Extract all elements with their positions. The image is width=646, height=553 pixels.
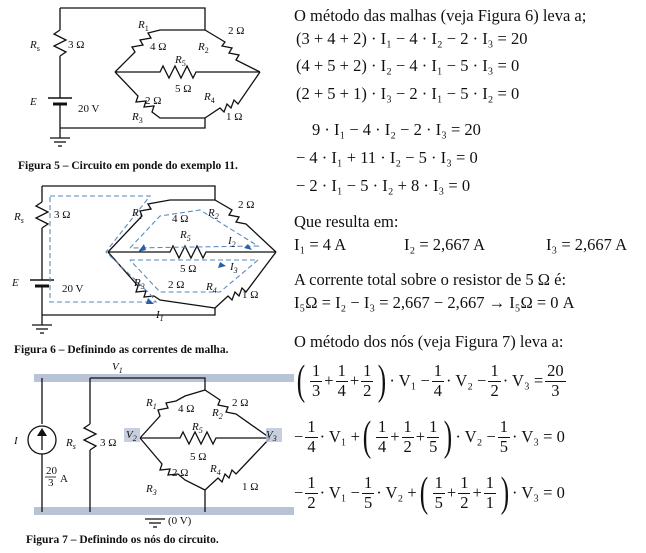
fig5-rs-resistor bbox=[54, 30, 66, 56]
fig5-e-label: E bbox=[30, 96, 37, 108]
result-intro: Que resulta em: bbox=[294, 212, 399, 231]
fig6-r3-value: 2 Ω bbox=[168, 279, 185, 291]
fig5-r4-label: $R_4$ bbox=[204, 91, 215, 105]
fig6-r1-value: 4 Ω bbox=[172, 213, 189, 225]
fig7-caption: Figura 7 – Definindo os nós do circuito. bbox=[26, 534, 219, 546]
nodal-eq-3: − $\frac{1}{2}$ · V₁ − $\frac{1}{5}$ · V₂ + ( $\frac{1}{5}$ + $\frac{1}{2}$ + $\frac{1}{1}$ ) · V₃ = 0 bbox=[294, 470, 565, 516]
nodal-intro: O método dos nós (veja Figura 7) leva a: bbox=[294, 332, 564, 351]
fig6-i3-label: $I_3$ bbox=[230, 261, 238, 275]
fig5-r2-label: $R_2$ bbox=[198, 41, 209, 55]
fig7-r5-value: 5 Ω bbox=[190, 451, 207, 463]
fig5-r1-label: $R_1$ bbox=[138, 19, 149, 33]
fig7-rs-resistor bbox=[84, 424, 96, 450]
figure-5-circuit bbox=[20, 0, 290, 160]
fig5-wire-top bbox=[60, 8, 205, 30]
figure-7-circuit bbox=[14, 361, 290, 532]
fig5-r5-value: 5 Ω bbox=[175, 83, 192, 95]
svg-text:R2: $R_2$ bbox=[212, 407, 223, 421]
fig6-r4-value: 1 Ω bbox=[242, 289, 259, 301]
fig6-caption: Figura 6 – Definindo as correntes de malha. bbox=[14, 344, 229, 356]
nodal-eq-2: − $\frac{1}{4}$ · V₁ + ( $\frac{1}{4}$ + $\frac{1}{2}$ + $\frac{1}{5}$ ) · V₂ − $\frac{1}{5}$ · V₃ = 0 bbox=[294, 414, 565, 460]
fig5-caption: Figura 5 – Circuito em ponde do exemplo 11. bbox=[18, 160, 238, 172]
fig5-e-value: 20 V bbox=[78, 103, 100, 115]
fig5-rs-value: 3 Ω bbox=[68, 39, 85, 51]
system-eq-1: 9 · I₁ − 4 · I₂ − 2 · I₃ = 20 bbox=[312, 120, 481, 139]
fig5-r3-label: $R_3$ bbox=[132, 111, 143, 125]
result-i2: I₂ = 2,667 A bbox=[404, 235, 486, 254]
fig6-r5 bbox=[108, 246, 276, 258]
svg-text:R3: $R_3$ bbox=[146, 483, 157, 497]
fig7-src-num: 20 bbox=[46, 465, 57, 477]
figure-6-circuit bbox=[12, 180, 290, 340]
fig7-r3-value: 2 Ω bbox=[172, 467, 189, 479]
nodal-eq-1: ( $\frac{1}{3}$ + $\frac{1}{4}$ + $\frac{1}{2}$ ) · V₁ − $\frac{1}{4}$ · V₂ − $\frac{1}{2}$ · V₃ = $\frac{20}{3}$ bbox=[296, 358, 564, 404]
system-eq-2: − 4 · I₁ + 11 · I₂ − 5 · I₃ = 0 bbox=[296, 148, 478, 167]
result-i1: I₁ = 4 A bbox=[294, 235, 347, 254]
fig7-ground-label: (0 V) bbox=[168, 515, 192, 527]
svg-text:Rs: $R_s$ bbox=[14, 211, 24, 225]
mesh-intro: O método das malhas (veja Figura 6) leva a; bbox=[294, 6, 587, 25]
svg-text:R5: $R_5$ bbox=[180, 229, 191, 243]
fig5-r4-value: 1 Ω bbox=[226, 111, 243, 123]
fig6-r1 bbox=[108, 200, 215, 252]
fig7-r4-value: 1 Ω bbox=[242, 481, 259, 493]
fig6-i1-label: $I_1$ bbox=[156, 309, 164, 323]
fig7-rs-value: 3 Ω bbox=[100, 437, 117, 449]
svg-text:R2: $R_2$ bbox=[208, 207, 219, 221]
svg-text:R4: $R_4$ bbox=[210, 463, 221, 477]
fig6-i2-label: $I_2$ bbox=[228, 235, 236, 249]
total-current-intro: A corrente total sobre o resistor de 5 Ω é: bbox=[294, 270, 567, 289]
svg-text:R1: $R_1$ bbox=[132, 207, 143, 221]
svg-text:R4: $R_4$ bbox=[206, 281, 217, 295]
system-eq-3: − 2 · I₁ − 5 · I₂ + 8 · I₃ = 0 bbox=[296, 176, 471, 195]
fig5-r2-value: 2 Ω bbox=[228, 25, 245, 37]
fig6-e-value: 20 V bbox=[62, 283, 84, 295]
fig7-r2-value: 2 Ω bbox=[232, 397, 249, 409]
fig5-r5 bbox=[115, 66, 260, 78]
fig6-r5-value: 5 Ω bbox=[180, 263, 197, 275]
fig5-r1-value: 4 Ω bbox=[150, 41, 167, 53]
fig5-r3-value: 2 Ω bbox=[145, 95, 162, 107]
fig7-v2-label: $V_2$ bbox=[126, 429, 137, 443]
fig6-rs-resistor bbox=[36, 202, 48, 228]
fig6-e-label: E bbox=[12, 277, 19, 289]
fig6-r2-value: 2 Ω bbox=[238, 199, 255, 211]
fig7-v3-label: $V_3$ bbox=[266, 429, 277, 443]
mesh-eq-1: (3 + 4 + 2) · I₁ − 4 · I₂ − 2 · I₃ = 20 bbox=[296, 29, 528, 48]
svg-text:R1: $R_1$ bbox=[146, 397, 157, 411]
fig5-r5-label: $R_5$ bbox=[175, 54, 186, 68]
fig7-r5 bbox=[140, 432, 270, 444]
fig6-rs-value: 3 Ω bbox=[54, 209, 71, 221]
fig7-v1-label: $V_1$ bbox=[112, 361, 123, 375]
fig6-loop-i2 bbox=[130, 210, 258, 248]
fig7-node-ground-bar bbox=[34, 507, 294, 515]
fig7-src-den: 3 bbox=[48, 477, 54, 489]
mesh-eq-3: (2 + 5 + 1) · I₃ − 2 · I₁ − 5 · I₂ = 0 bbox=[296, 84, 520, 103]
svg-text:Rs: $R_s$ bbox=[66, 437, 76, 451]
fig5-rs-label: $R_s$ bbox=[30, 39, 40, 53]
fig7-i-label: I bbox=[14, 435, 18, 447]
total-current-eq: I₅Ω = I₂ − I₃ = 2,667 − 2,667 → I₅Ω = 0 A bbox=[294, 293, 575, 312]
mesh-eq-2: (4 + 5 + 2) · I₂ − 4 · I₁ − 5 · I₃ = 0 bbox=[296, 56, 520, 75]
svg-text:R5: $R_5$ bbox=[192, 421, 203, 435]
result-i3: I₃ = 2,667 A bbox=[546, 235, 628, 254]
fig7-r1-value: 4 Ω bbox=[178, 403, 195, 415]
svg-text:R3: $R_3$ bbox=[134, 277, 145, 291]
fig7-src-unit: A bbox=[60, 473, 68, 485]
